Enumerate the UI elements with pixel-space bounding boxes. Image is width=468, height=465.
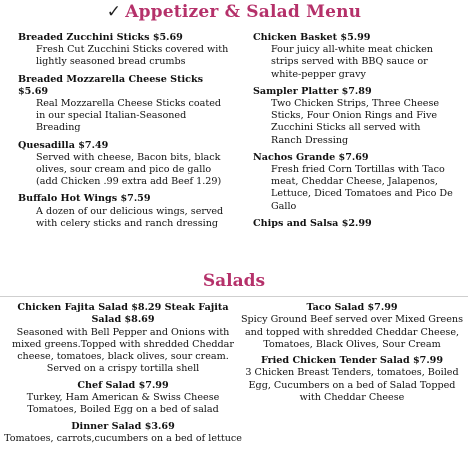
- salad-name: Chicken Fajita Salad $8.29 Steak Fajita Salad $8.69: [17, 302, 229, 326]
- salad-name: Chef Salad $7.99: [77, 379, 169, 391]
- salads-left-column: [4, 302, 242, 449]
- salad-item: [240, 355, 464, 404]
- check-mark-icon: ✓: [106, 2, 122, 22]
- salad-description: 3 Chicken Breast Tenders, tomatoes, Boiled Egg, Cucumbers on a bed of Salad Topped with Cheddar Cheese: [245, 367, 459, 404]
- item-name: Nachos Grande $7.69: [253, 151, 369, 163]
- menu-item: [18, 74, 233, 135]
- item-name: Quesadilla $7.49: [18, 139, 109, 151]
- appetizers-right-column: [253, 32, 453, 235]
- item-name: Sampler Platter $7.89: [253, 85, 372, 97]
- section-divider: [0, 296, 468, 297]
- item-name: Breaded Mozzarella Cheese Sticks $5.69: [18, 73, 204, 97]
- salad-item: [240, 302, 464, 351]
- item-description: Real Mozzarella Cheese Sticks coated in our special Italian-Seasoned Breading: [36, 98, 222, 134]
- salad-description: Turkey, Ham American & Swiss Cheese Tomatoes, Boiled Egg on a bed of salad: [26, 392, 220, 416]
- menu-item: [18, 140, 233, 189]
- salad-name: Taco Salad $7.99: [306, 302, 398, 313]
- salad-description: Spicy Ground Beef served over Mixed Greens and topped with shredded Cheddar Cheese, Tomatoes, Black Olives, Sour Cream: [240, 314, 464, 350]
- menu-item: [18, 32, 233, 69]
- menu-item: [18, 193, 233, 230]
- item-description: Four juicy all-white meat chicken strips served with BBQ sauce or white-pepper gravy: [271, 44, 433, 80]
- menu-item: [253, 32, 453, 81]
- menu-title-text: Appetizer & Salad Menu: [125, 2, 362, 22]
- salad-description: Seasoned with Bell Pepper and Onions with mixed greens.Topped with shredded Cheddar cheese, tomatoes, black olives, sour cream. Served on a crispy tortilla shell: [12, 326, 234, 375]
- menu-item: [253, 86, 453, 147]
- item-description: A dozen of our delicious wings, served with celery sticks and ranch dressing: [36, 205, 224, 229]
- menu-item: [253, 218, 453, 230]
- item-name: Breaded Zucchini Sticks $5.69: [18, 32, 183, 43]
- salad-item: [4, 380, 242, 417]
- salads-section-title: Salads: [202, 271, 266, 291]
- item-name: Chicken Basket $5.99: [253, 32, 371, 43]
- salad-item: [4, 302, 242, 376]
- item-name: Buffalo Hot Wings $7.59: [18, 193, 151, 205]
- menu-title: [0, 2, 468, 22]
- salad-name: Fried Chicken Tender Salad $7.99: [260, 355, 444, 367]
- salads-right-column: [240, 302, 464, 408]
- salad-item: [4, 421, 242, 446]
- item-name: Chips and Salsa $2.99: [253, 217, 372, 229]
- item-description: Two Chicken Strips, Three Cheese Sticks, Four Onion Rings and Five Zucchini Sticks all served with Ranch Dressing: [271, 98, 440, 146]
- item-description: Served with cheese, Bacon bits, black olives, sour cream and pico de gallo (add Chicken .99 extra add Beef 1.29): [36, 151, 222, 188]
- menu-item: [253, 152, 453, 213]
- salad-description: Tomatoes, carrots,cucumbers on a bed of lettuce: [4, 432, 242, 444]
- item-description: Fresh Cut Zucchini Sticks covered with lightly seasoned bread crumbs: [36, 44, 229, 68]
- appetizers-left-column: [18, 32, 233, 235]
- item-description: Fresh fried Corn Tortillas with Taco meat, Cheddar Cheese, Jalapenos, Lettuce, Diced Tomatoes and Pico De Gallo: [271, 164, 453, 212]
- salad-name: Dinner Salad $3.69: [71, 420, 175, 432]
